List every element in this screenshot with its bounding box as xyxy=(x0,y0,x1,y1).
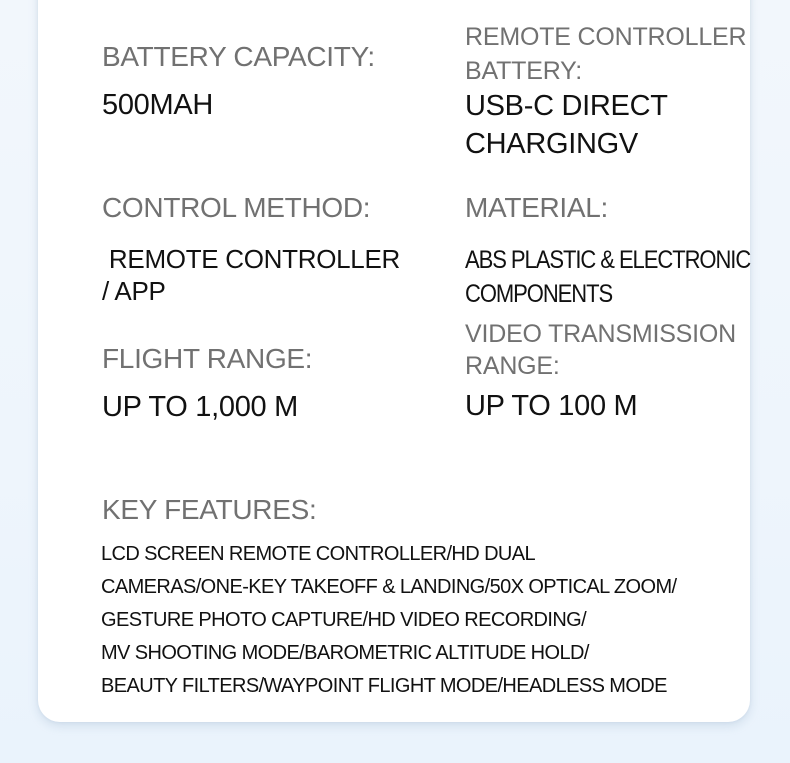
video-range-value: UP TO 100 M xyxy=(465,390,638,422)
material-label: MATERIAL: xyxy=(465,192,609,223)
control-method-value-line2: / APP xyxy=(102,276,166,306)
key-features-list xyxy=(101,538,676,703)
flight-range-label: FLIGHT RANGE: xyxy=(102,343,313,374)
battery-capacity-label: BATTERY CAPACITY: xyxy=(102,41,375,72)
control-method-value-line1: REMOTE CONTROLLER xyxy=(102,244,400,274)
video-range-label-line1: VIDEO TRANSMISSION xyxy=(465,320,736,348)
material-value-line2: COMPONENTS xyxy=(465,280,613,308)
control-method-label: CONTROL METHOD: xyxy=(102,192,371,223)
remote-battery-value-line1: USB-C DIRECT xyxy=(465,90,668,122)
key-feature-line: BEAUTY FILTERS/WAYPOINT FLIGHT MODE/HEADLESS MODE xyxy=(101,675,667,697)
key-feature-line: LCD SCREEN REMOTE CONTROLLER/HD DUAL xyxy=(101,543,536,565)
battery-capacity-value: 500MAH xyxy=(102,89,214,121)
video-range-label-line2: RANGE: xyxy=(465,352,560,380)
remote-battery-value-line2: CHARGINGV xyxy=(465,128,638,160)
flight-range-value: UP TO 1,000 M xyxy=(102,391,298,423)
key-feature-line: CAMERAS/ONE-KEY TAKEOFF & LANDING/50X OPTICAL ZOOM/ xyxy=(101,576,677,598)
key-feature-line: MV SHOOTING MODE/BAROMETRIC ALTITUDE HOLD/ xyxy=(101,642,589,664)
remote-battery-label-line1: REMOTE CONTROLLER xyxy=(465,23,747,51)
key-features-label: KEY FEATURES: xyxy=(102,494,317,525)
material-value-line1: ABS PLASTIC & ELECTRONIC xyxy=(465,246,751,274)
key-feature-line: GESTURE PHOTO CAPTURE/HD VIDEO RECORDING/ xyxy=(101,609,587,631)
remote-battery-label-line2: BATTERY: xyxy=(465,57,582,85)
